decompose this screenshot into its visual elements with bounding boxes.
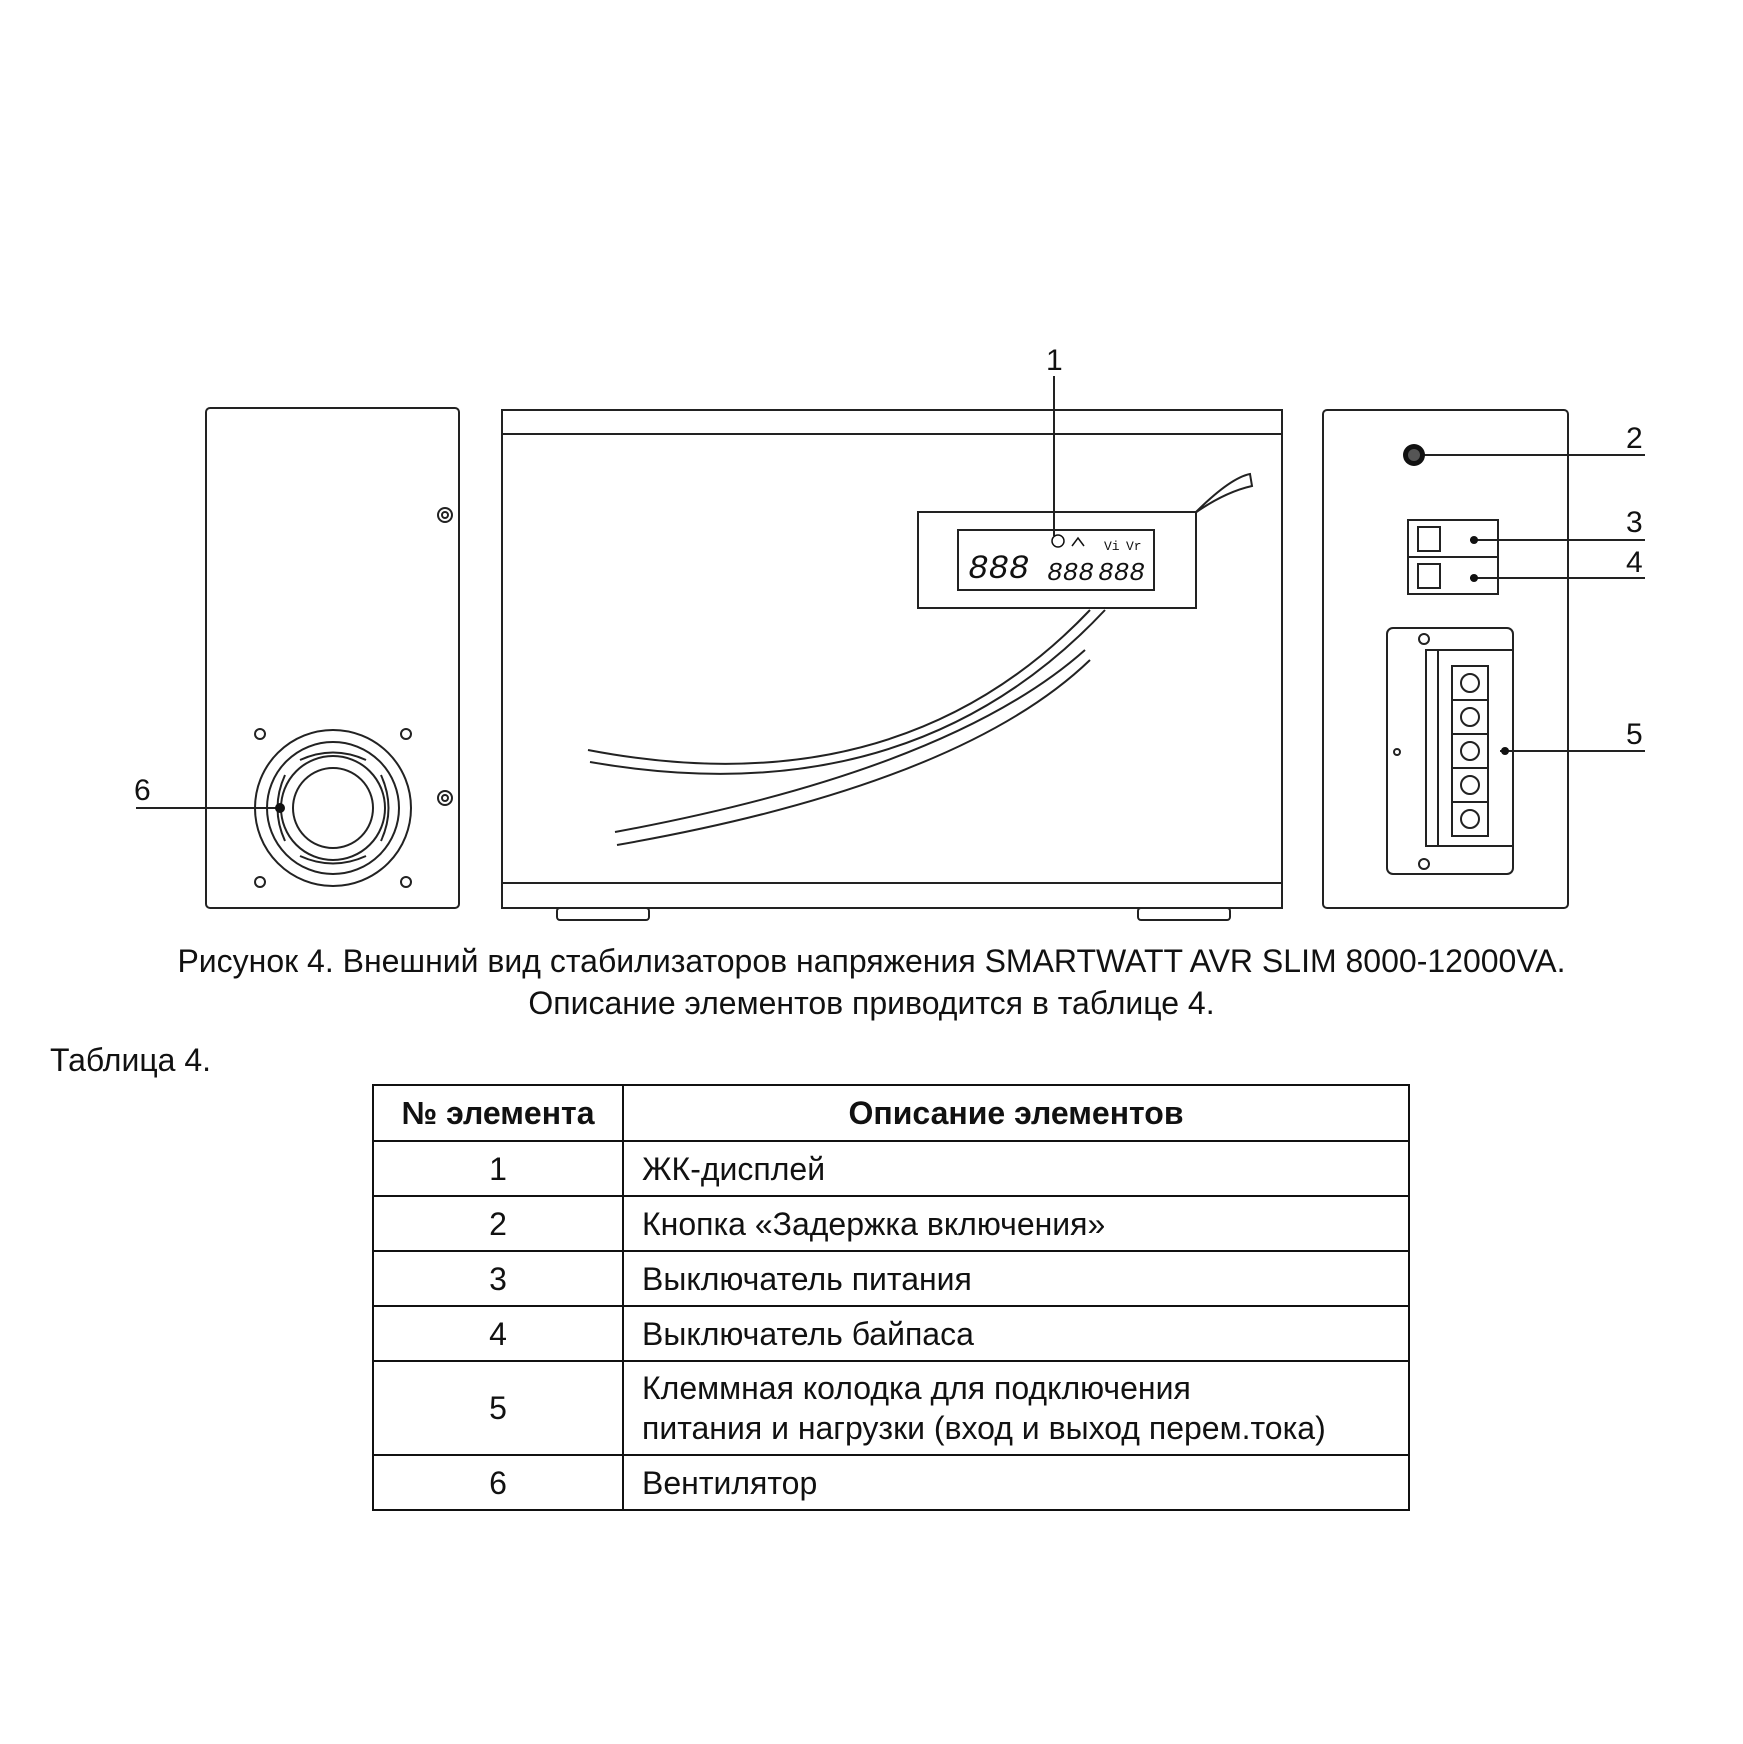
caption-line-1: Рисунок 4. Внешний вид стабилизаторов напряжения SMARTWATT AVR SLIM 8000-12000VA. [177,943,1566,979]
row-number: 2 [373,1196,623,1251]
figure-caption [0,940,1743,1024]
row-number: 4 [373,1306,623,1361]
left-side-panel [206,408,459,908]
callout-5: 5 [1626,718,1643,751]
callout-leaders [136,376,1645,808]
table-row [373,1196,1409,1251]
row-number: 1 [373,1141,623,1196]
row-description: ЖК-дисплей [623,1141,1409,1196]
front-panel [502,410,1282,920]
callout-6: 6 [134,774,151,807]
table-row [373,1361,1409,1455]
elements-table [372,1084,1410,1511]
header-element-number: № элемента [373,1085,623,1141]
table-row [373,1251,1409,1306]
row-description-line-2: питания и нагрузки (вход и выход перем.тока) [642,1410,1326,1446]
row-number: 6 [373,1455,623,1510]
clock-icon [1052,535,1064,547]
table-header-row [373,1085,1409,1141]
header-element-description: Описание элементов [623,1085,1409,1141]
table-title: Таблица 4. [50,1042,212,1078]
lcd-right-digits: 888 [1098,558,1145,588]
row-description [623,1361,1409,1455]
callout-4: 4 [1626,546,1643,579]
row-number: 5 [373,1361,623,1455]
table-row [373,1455,1409,1510]
row-description: Выключатель байпаса [623,1306,1409,1361]
table-row [373,1306,1409,1361]
row-description-line-1: Клеммная колодка для подключения [642,1370,1191,1406]
fan-status-icon [1072,538,1084,546]
right-side-panel [1323,410,1568,908]
row-description: Кнопка «Задержка включения» [623,1196,1409,1251]
callout-1: 1 [1046,344,1063,377]
row-description: Выключатель питания [623,1251,1409,1306]
callout-2: 2 [1626,422,1643,455]
lcd-main-digits: 888 [968,551,1030,589]
lcd-vo-label: Vr [1126,539,1142,554]
lcd-vi-label: Vi [1104,539,1120,554]
row-description: Вентилятор [623,1455,1409,1510]
lcd-mid-digits: 888 [1047,558,1094,588]
caption-line-2: Описание элементов приводится в таблице 4. [528,985,1215,1021]
table-row [373,1141,1409,1196]
row-number: 3 [373,1251,623,1306]
callout-3: 3 [1626,506,1643,539]
